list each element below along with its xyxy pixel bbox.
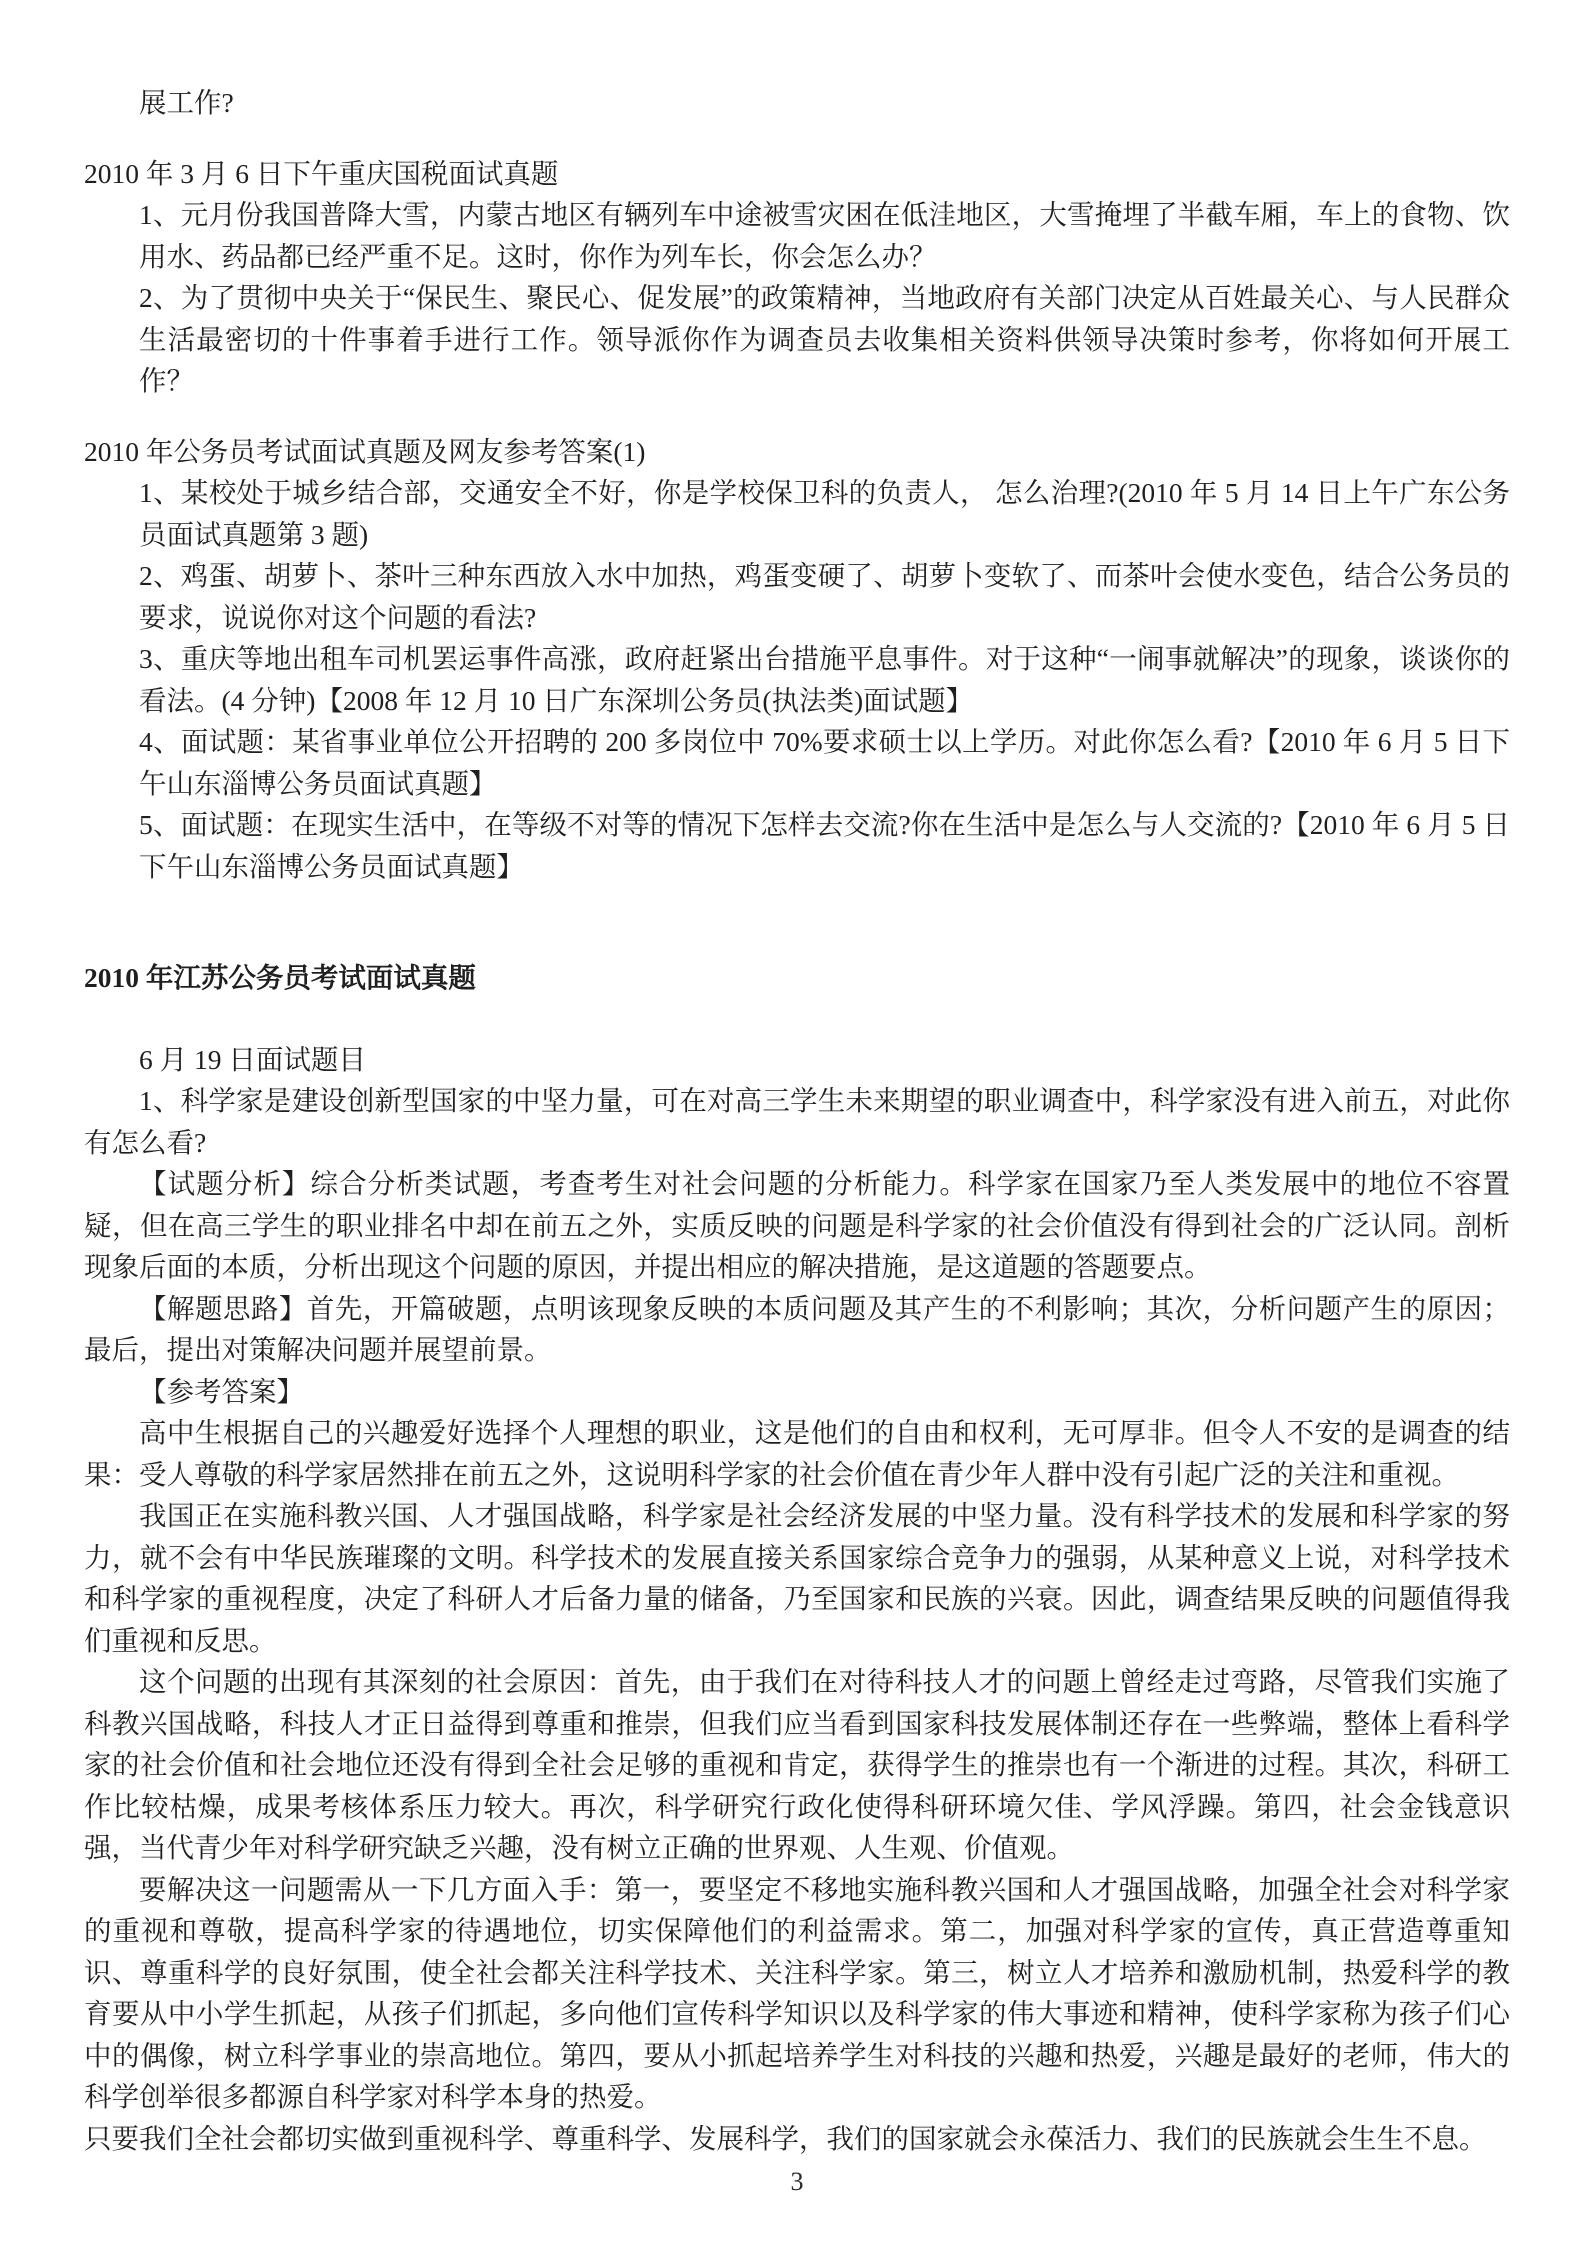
- section-heading: 2010 年 3 月 6 日下午重庆国税面试真题: [84, 157, 559, 189]
- section-heading-bold: 2010 年江苏公务员考试面试真题: [84, 962, 476, 993]
- answer-paragraph: 【试题分析】综合分析类试题，考查考生对社会问题的分析能力。科学家在国家乃至人类发展中的地位不容置疑，但在高三学生的职业排名中却在前五之外，实质反映的问题是科学家的社会价值没有得到社会的广泛认同。剖析现象后面的本质，分析出现这个问题的原因，并提出相应的解决措施，是这道题的答题要点。: [84, 1168, 1510, 1282]
- page-number: 3: [790, 2167, 804, 2196]
- question-item: 2、为了贯彻中央关于“保民生、聚民心、促发展”的政策精神，当地政府有关部门决定从百姓最关心、与人民群众生活最密切的十件事着手进行工作。领导派你作为调查员去收集相关资料供领导决策时参考，你将如何开展工作？: [139, 282, 1510, 396]
- answer-paragraph: 高中生根据自己的兴趣爱好选择个人理想的职业，这是他们的自由和权利，无可厚非。但令人不安的是调查的结果：受人尊敬的科学家居然排在前五之外，这说明科学家的社会价值在青少年人群中没有引起广泛的关注和重视。: [84, 1417, 1510, 1490]
- question-item: 5、面试题：在现实生活中，在等级不对等的情况下怎样去交流?你在生活中是怎么与人交流的?【2010 年 6 月 5 日下午山东淄博公务员面试真题】: [139, 809, 1510, 882]
- question-item: 4、面试题：某省事业单位公开招聘的 200 多岗位中 70%要求硕士以上学历。对此你怎么看?【2010 年 6 月 5 日下午山东淄博公务员面试真题】: [139, 726, 1510, 799]
- answer-paragraph: 这个问题的出现有其深刻的社会原因：首先，由于我们在对待科技人才的问题上曾经走过弯路，尽管我们实施了科教兴国战略，科技人才正日益得到尊重和推崇，但我们应当看到国家科技发展体制还存在一些弊端，整体上看科学家的社会价值和社会地位还没有得到全社会足够的重视和肯定，获得学生的推崇也有一个渐进的过程。其次，科研工作比较枯燥，成果考核体系压力较大。再次，科学研究行政化使得科研环境欠佳、学风浮躁。第四，社会金钱意识强，当代青少年对科学研究缺乏兴趣，没有树立正确的世界观、人生观、价值观。: [84, 1666, 1510, 1863]
- section-heading: 2010 年公务员考试面试真题及网友参考答案(1): [84, 435, 646, 467]
- closing-paragraph: 只要我们全社会都切实做到重视科学、尊重科学、发展科学，我们的国家就会永葆活力、我们的民族就会生生不息。: [84, 2122, 1487, 2154]
- answer-paragraph: 【解题思路】首先，开篇破题，点明该现象反映的本质问题及其产生的不利影响；其次，分析问题产生的原因；最后，提出对策解决问题并展望前景。: [84, 1292, 1510, 1365]
- answer-paragraph: 要解决这一问题需从一下几方面入手：第一，要坚定不移地实施科教兴国和人才强国战略，加强全社会对科学家的重视和尊敬，提高科学家的待遇地位，切实保障他们的利益需求。第二，加强对科学家的宣传，真正营造尊重知识、尊重科学的良好氛围，使全社会都关注科学技术、关注科学家。第三，树立人才培养和激励机制，热爱科学的教育要从中小学生抓起，从孩子们抓起，多向他们宣传科学知识以及科学家的伟大事迹和精神，使科学家称为孩子们心中的偶像，树立科学事业的崇高地位。第四，要从小抓起培养学生对科技的兴趣和热爱，兴趣是最好的老师，伟大的科学创举很多都源自科学家对科学本身的热爱。: [84, 1873, 1510, 2112]
- question-item: 3、重庆等地出租车司机罢运事件高涨，政府赶紧出台措施平息事件。对于这种“一闹事就解决”的现象，谈谈你的看法。(4 分钟)【2008 年 12 月 10 日广东深圳公务员(执法类)面试题】: [139, 643, 1510, 716]
- text-line: 展工作?: [139, 87, 234, 118]
- answer-paragraph: 【参考答案】: [139, 1375, 304, 1407]
- answer-paragraph: 1、科学家是建设创新型国家的中坚力量，可在对高三学生未来期望的职业调查中，科学家没有进入前五，对此你有怎么看?: [84, 1085, 1510, 1158]
- text-line: 6 月 19 日面试题目: [139, 1043, 366, 1075]
- question-item: 1、某校处于城乡结合部，交通安全不好，你是学校保卫科的负责人， 怎么治理?(2010 年 5 月 14 日上午广东公务员面试真题第 3 题): [139, 477, 1510, 550]
- question-item: 2、鸡蛋、胡萝卜、茶叶三种东西放入水中加热，鸡蛋变硬了、胡萝卜变软了、而茶叶会使水变色，结合公务员的要求，说说你对这个问题的看法?: [139, 560, 1510, 633]
- question-item: 1、元月份我国普降大雪，内蒙古地区有辆列车中途被雪灾困在低洼地区，大雪掩埋了半截车厢，车上的食物、饮用水、药品都已经严重不足。这时，你作为列车长，你会怎么办？: [139, 199, 1510, 272]
- answer-paragraph: 我国正在实施科教兴国、人才强国战略，科学家是社会经济发展的中坚力量。没有科学技术的发展和科学家的努力，就不会有中华民族璀璨的文明。科学技术的发展直接关系国家综合竞争力的强弱，从某种意义上说，对科学技术和科学家的重视程度，决定了科研人才后备力量的储备，乃至国家和民族的兴衰。因此，调查结果反映的问题值得我们重视和反思。: [84, 1500, 1510, 1656]
